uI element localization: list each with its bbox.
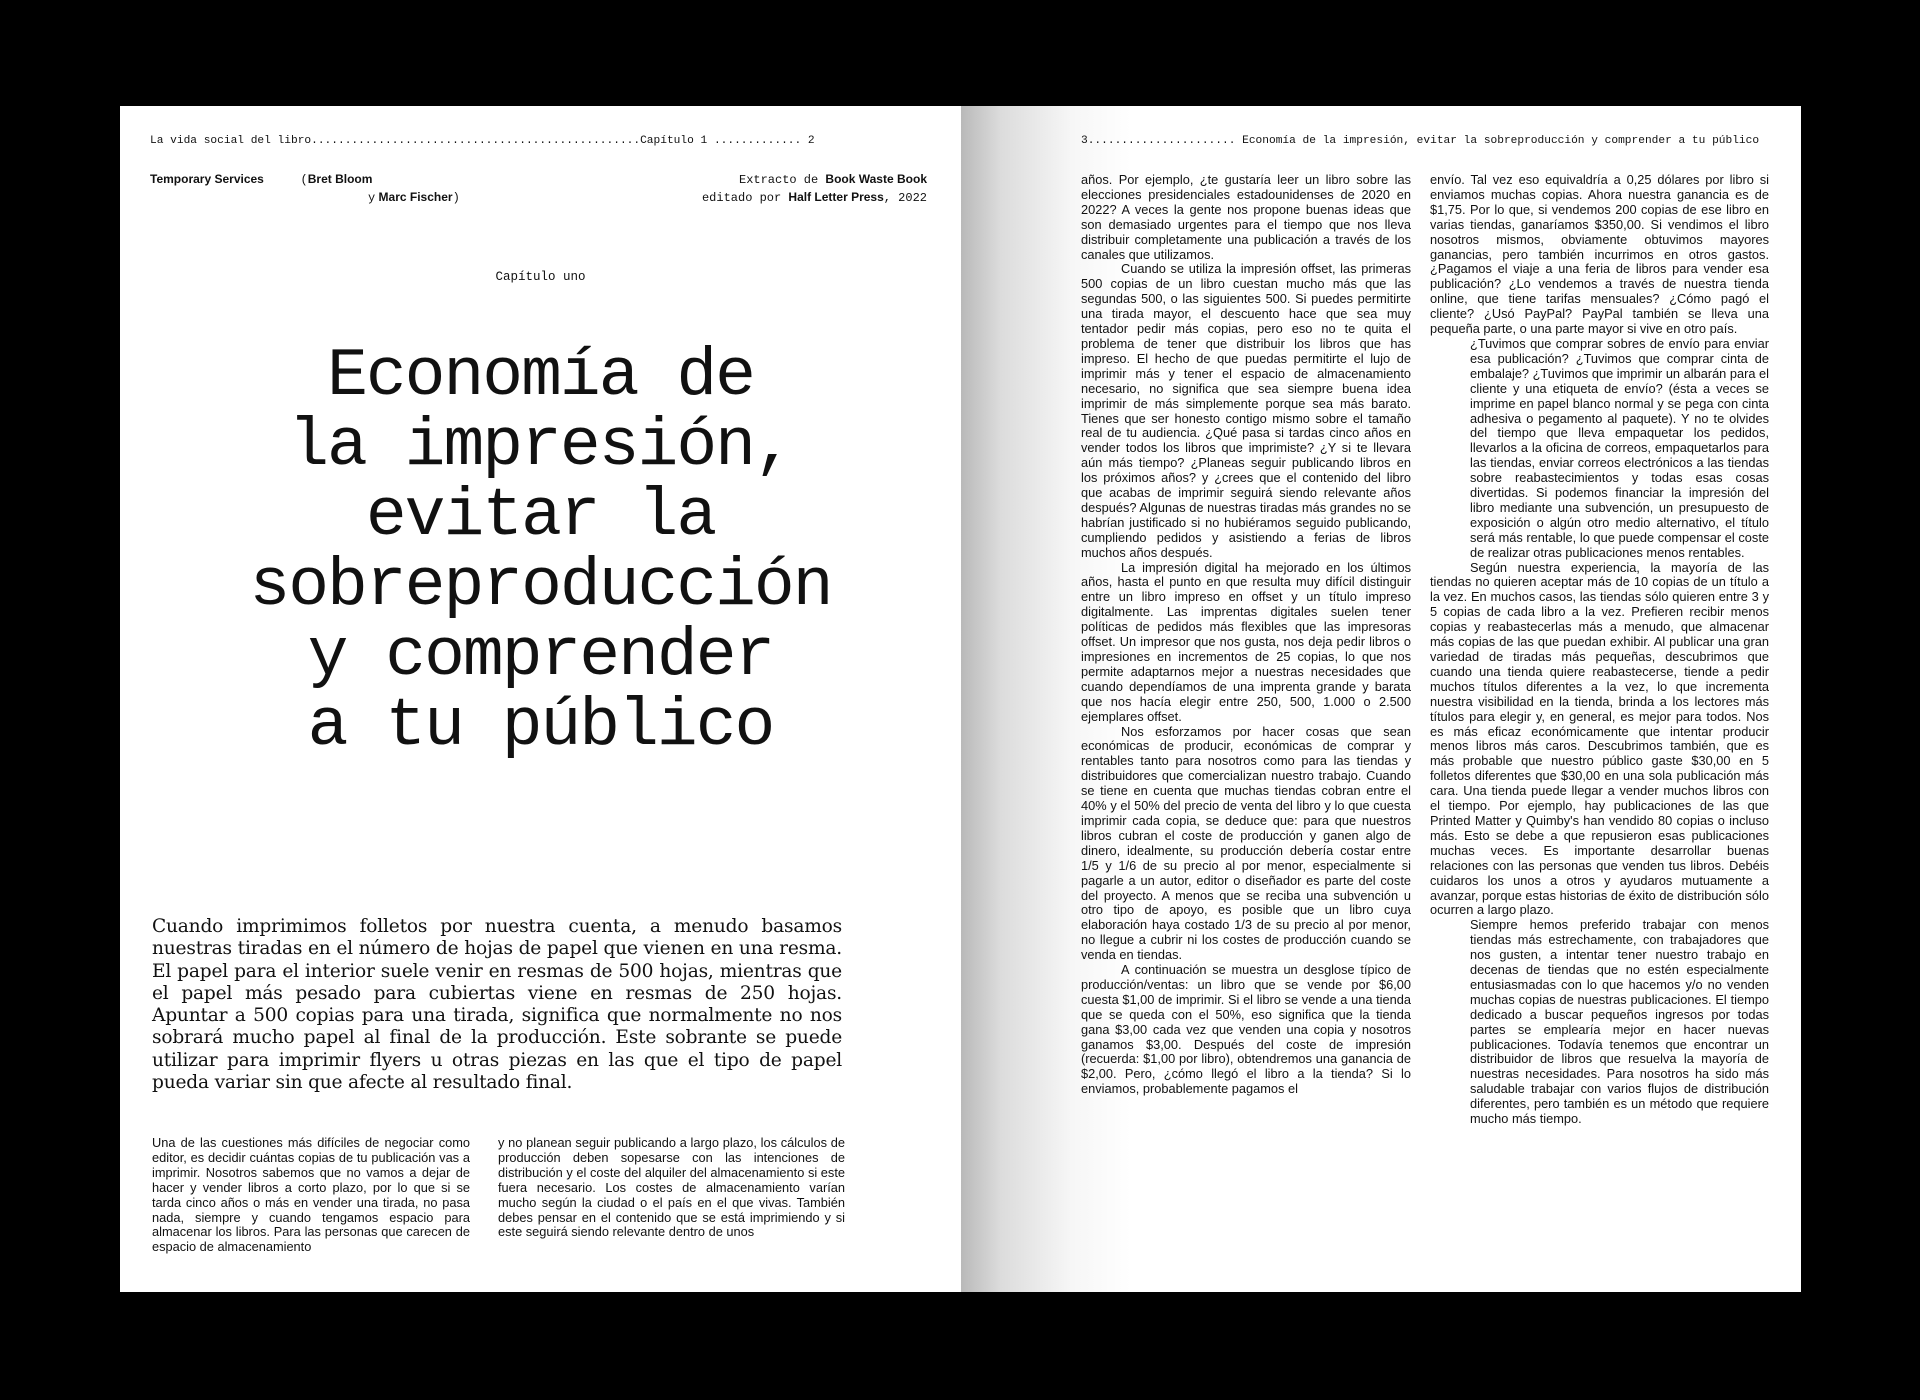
body-column-3 <box>1081 173 1411 1097</box>
excerpt-prefix: Extracto de <box>739 173 819 187</box>
publisher: Half Letter Press <box>788 190 884 204</box>
book-title: Book Waste Book <box>825 172 927 186</box>
title-line: sobreproducción <box>249 548 832 625</box>
title-line: a tu público <box>307 688 774 765</box>
paren-close: ) <box>452 191 460 205</box>
body-column-1 <box>152 1136 470 1255</box>
author-name: Temporary Services <box>150 172 264 186</box>
paragraph: envío. Tal vez eso equivaldría a 0,25 dólares por libro si enviamos muchas copias. Ahora nuestra ganancia es de $1,75. Por lo que, si vendemos 200 copias de ese libro en varias tiendas, ganaríamos $350,00. Si vendimos el libro nosotros mismos, obviamente obtuvimos mayores ganancias, pero también incurrimos en otros gastos. ¿Pagamos el viaje a una feria de libros para vender esa publicación? ¿Lo vendemos a través de nuestra tienda online, que tiene tarifas mensuales? ¿Cómo pagó el cliente? ¿Usó PayPal? PayPal también se lleva una pequeña parte, o una parte mayor si vive en otro país. <box>1430 172 1769 337</box>
and-word: y <box>368 191 376 205</box>
paragraph: Nos esforzamos por hacer cosas que sean económicas de producir, económicas de comprar y rentables tanto para nosotros como para las tiendas y distribuidores que comercializan nuestro trabajo. Cuando se tiene en cuenta que muchas tiendas cobran entre el 40% y el 50% del precio de venta del libro y lo que cuesta imprimir cada copia, se deduce que: para que nuestros libros cubran el coste de producción y ganen algo de dinero, idealmente, su producción debería costar entre 1/5 y 1/6 de su precio al por menor, especialmente si pagarle a un autor, editor o diseñador es parte del coste del proyecto. A menos que se reciba una subvención u otro tipo de apoyo, es posible que un libro cuya elaboración haya costado 1/3 de su precio al por menor, no llegue a cubrir ni los costes de producción cuando se venda en tiendas. <box>1081 723 1411 963</box>
paragraph: Cuando se utiliza la impresión offset, las primeras 500 copias de un libro cuestan mucho más que las segundas 500, o las siguientes 500. Si puedes permitirte una tirada mayor, el descuento hace que sea muy tentador pedir más copias, pero eso no te quita el problema de tener que distribuir los libros que has impreso. El hecho de que puedas permitirte el lujo de imprimir más y tener el espacio de almacenamiento necesario, no significa que sea siempre buena idea imprimir de más simplemente porque sea más barato. Tienes que ser honesto contigo mismo sobre el tamaño real de tu audiencia. ¿Qué pasa si tardas cinco años en vender todos los libros que imprimiste? ¿Y si te llevara aún más tiempo? ¿Planeas seguir publicando libros en los próximos años? y ¿crees que el contenido del libro que acabas de imprimir seguirá siendo relevante años después? Algunas de nuestras tiradas más grandes no se habrían justificado si no hubiéramos seguido publicando, cumpliendo pedidos y asistiendo a ferias de libros muchos años después. <box>1081 261 1411 560</box>
paragraph: años. Por ejemplo, ¿te gustaría leer un libro sobre las elecciones presidenciales estadounidenses de 2020 en 2022? A veces la gente nos propone buenas ideas que son demasiado urgentes para el tiempo que nos lleva distribuir completamente una publicación a través de los canales que utilizamos. <box>1081 172 1411 262</box>
body-column-2 <box>498 1136 845 1240</box>
chapter-label: Capítulo uno <box>495 270 586 284</box>
right-page <box>961 106 1801 1292</box>
paragraph: La impresión digital ha mejorado en los últimos años, hasta el punto en que resulta muy difícil distinguir entre un libro impreso en offset y un título impreso digitalmente. Las imprentas digitales suelen tener políticas de pedidos más flexibles que las impresoras offset. Un impresor que nos gusta, nos deja pedir libros o impresiones en incrementos de 25 copias, lo que nos permite adaptarnos mejor a nuestras necesidades que cuando dependíamos de una imprenta grande y barata que nos hacía elegir entre 250, 500, 1.000 o 2.500 ejemplares offset. <box>1081 559 1411 724</box>
title-line: Economía de <box>327 338 754 415</box>
title-line: evitar la <box>365 478 716 555</box>
body-column-4 <box>1430 173 1769 1127</box>
source-credit <box>702 171 927 207</box>
intro-paragraph <box>152 916 842 1094</box>
intro-text: Cuando imprimimos folletos por nuestra cuenta, a menudo basamos nuestras tiradas en el número de hojas de papel que vienen en una resma. El papel para el interior suele venir en resmas de 500 hojas, mientras que el papel más pesado para cubiertas viene en resmas de 250 hojas. Apuntar a 500 copias para una tirada, significa que normalmente no nos sobrará mucho papel al final de la producción. Este sobrante se puede utilizar para imprimir flyers u otras piezas en las que el tipo de papel pueda variar sin que afecte al resultado final. <box>152 916 842 1094</box>
author-credit <box>150 171 460 207</box>
paragraph: A continuación se muestra un desglose típico de producción/ventas: un libro que se vende por $6,00 cuesta $1,00 de imprimir. Si el libro se vende a una tienda que se queda con el 50%, eso significa que la tienda gana $3,00 cada vez que venden una copia y nosotros ganamos $3,00. Después del coste de impresión (recuerda: $1,00 por libro), obtendremos una ganancia de $2,00. Pero, ¿cómo llegó el libro a la tienda? Si lo enviamos, probablemente pagamos el <box>1081 962 1411 1097</box>
paragraph: y no planean seguir publicando a largo plazo, los cálculos de producción deben sopesarse con las intenciones de distribución y el coste del alquiler del almacenamiento si este fuera necesario. Los costes de almacenamiento varían mucho según la ciudad o el país en el que vivas. También debes pensar en el contenido que se está imprimiendo y si este seguirá siendo relevante dentro de unos <box>498 1135 845 1240</box>
chapter-title <box>120 338 961 765</box>
coauthor-1: Bret Bloom <box>307 172 373 186</box>
paren-open: ( <box>300 173 308 187</box>
paragraph: Una de las cuestiones más difíciles de negociar como editor, es decidir cuántas copias de tu publicación vas a imprimir. Nosotros sabemos que no vamos a dejar de hacer y vender libros a corto plazo, por lo que si se tarda cinco años o más en vender una tirada, no pasa nada, siempre y cuando tengamos espacio para almacenar los libros. Para las personas que carecen de espacio de almacenamiento <box>152 1135 470 1255</box>
right-running-head: 3...................... Economía de la impresión, evitar la sobreproducción y comprender a tu público <box>1081 135 1760 147</box>
title-line: la impresión, <box>288 408 793 485</box>
coauthor-2: Marc Fischer <box>378 190 453 204</box>
paragraph: ¿Tuvimos que comprar sobres de envío para enviar esa publicación? ¿Tuvimos que comprar cinta de embalaje? ¿Tuvimos que imprimir un albarán para el cliente y una etiqueta de envío? (ésta a veces se imprime en papel blanco normal y se pega con cinta adhesiva o pegamento al paquete). Y no te olvides del tiempo que lleva empaquetar los pedidos, llevarlos a la oficina de correos, empaquetarlos para las tiendas, enviar correos electrónicos a las tiendas sobre reabastecimientos y todas esas cosas divertidas. Si podemos financiar la impresión del libro mediante una subvención, un presupuesto de exposición o algún otro medio alternativo, el título será más rentable, lo que puede compensar el coste de realizar otras publicaciones menos rentables. <box>1470 335 1769 560</box>
left-page <box>120 106 961 1292</box>
edited-by: editado por <box>701 191 782 205</box>
title-line: y comprender <box>307 618 774 695</box>
left-running-head: La vida social del libro.................................................Capítulo 1 ............. 2 <box>150 135 815 147</box>
paragraph: Siempre hemos preferido trabajar con menos tiendas más estrechamente, con trabajadores que nos gusten, a intentar tener nuestro trabajo en decenas de tiendas que no estén especialmente entusiasmadas con lo que hacemos y/o no venden muchas copias de nuestras publicaciones. El tiempo dedicado a buscar pequeños ingresos por todas partes se emplearía mejor en hacer nuevas publicaciones. Todavía tenemos que encontrar un distribuidor de libros que resuelva la mayoría de nuestras necesidades. Para nosotros ha sido más saludable trabajar con varios flujos de distribución diferentes, pero también es un método que requiere mucho más tiempo. <box>1470 917 1769 1127</box>
paragraph: Según nuestra experiencia, la mayoría de las tiendas no quieren aceptar más de 10 copias de un título a la vez. En muchos casos, las tiendas sólo quieren entre 3 y 5 copias de cada libro a la vez. Prefieren recibir menos copias y reabastecerlas más a menudo, que almacenar más copias de las que puedan exhibir. Al publicar una gran variedad de tiradas más pequeñas, descubrimos que cuando una tienda quiere reabastecerse, tiende a pedir muchos títulos diferentes a la vez, lo que incrementa nuestra visibilidad en la tienda, brinda a los lectores más títulos para elegir y, en general, es mejor para todos. Nos es más eficaz económicamente que intentar producir menos libros más caros. Descubrimos también, que es más probable que nuestro público gaste $30,00 en 5 folletos diferentes que $30,00 en una sola publicación más cara. Una tienda puede llegar a vender muchos libros con el tiempo. Por ejemplo, hay publicaciones de las que Printed Matter y Quimby's han vendido 80 copias o incluso más. Esto se debe a que repusieron esas publicaciones muchas veces. Es importante desarrollar buenas relaciones con las personas que venden tus libros. Debéis cuidaros los unos a otros y ayudaros mutuamente a avanzar, porque estas historias de éxito de distribución sólo ocurren a largo plazo. <box>1430 559 1769 918</box>
year: , 2022 <box>883 191 927 205</box>
